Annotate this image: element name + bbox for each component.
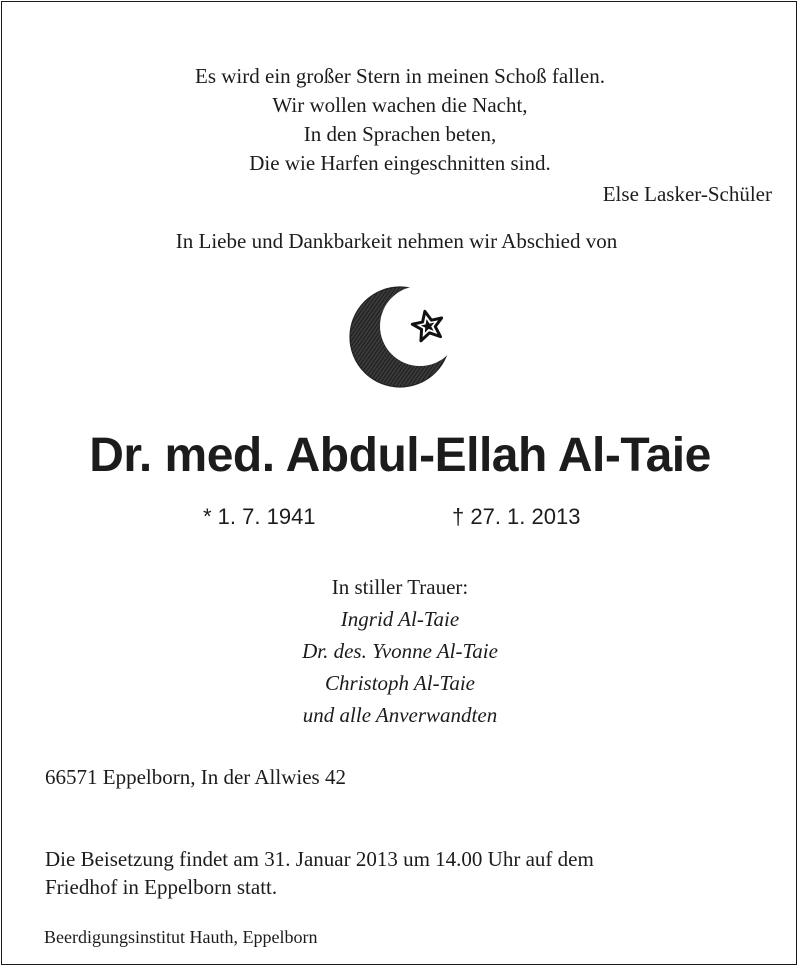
deceased-name: Dr. med. Abdul-Ellah Al-Taie bbox=[89, 429, 711, 482]
poem bbox=[0, 62, 800, 178]
address: 66571 Eppelborn, In der Allwies 42 bbox=[45, 765, 346, 789]
mourner-name: und alle Anverwandten bbox=[302, 703, 498, 727]
mourner-name: Christoph Al-Taie bbox=[325, 671, 475, 695]
mourners-heading: In stiller Trauer: bbox=[331, 575, 469, 599]
birth-date: * 1. 7. 1941 bbox=[203, 504, 316, 529]
death-date: † 27. 1. 2013 bbox=[452, 504, 581, 529]
poem-line: Wir wollen wachen die Nacht, bbox=[272, 93, 528, 117]
mourners-block bbox=[0, 571, 800, 731]
intro-text: In Liebe und Dankbarkeit nehmen wir Abschied von bbox=[175, 229, 618, 253]
mourner-name: Ingrid Al-Taie bbox=[340, 607, 460, 631]
funeral-line: Die Beisetzung findet am 31. Januar 2013 um 14.00 Uhr auf dem bbox=[45, 847, 594, 871]
poem-author: Else Lasker-Schüler bbox=[602, 182, 772, 206]
funeral-notice bbox=[45, 845, 745, 901]
poem-line: Die wie Harfen eingeschnitten sind. bbox=[249, 151, 551, 175]
mourner-name: Dr. des. Yvonne Al-Taie bbox=[302, 639, 498, 663]
poem-line: In den Sprachen beten, bbox=[303, 122, 497, 146]
funeral-home: Beerdigungsinstitut Hauth, Eppelborn bbox=[44, 927, 318, 947]
crescent-star-icon bbox=[348, 282, 460, 392]
funeral-line: Friedhof in Eppelborn statt. bbox=[45, 875, 278, 899]
poem-line: Es wird ein großer Stern in meinen Schoß fallen. bbox=[195, 64, 605, 88]
